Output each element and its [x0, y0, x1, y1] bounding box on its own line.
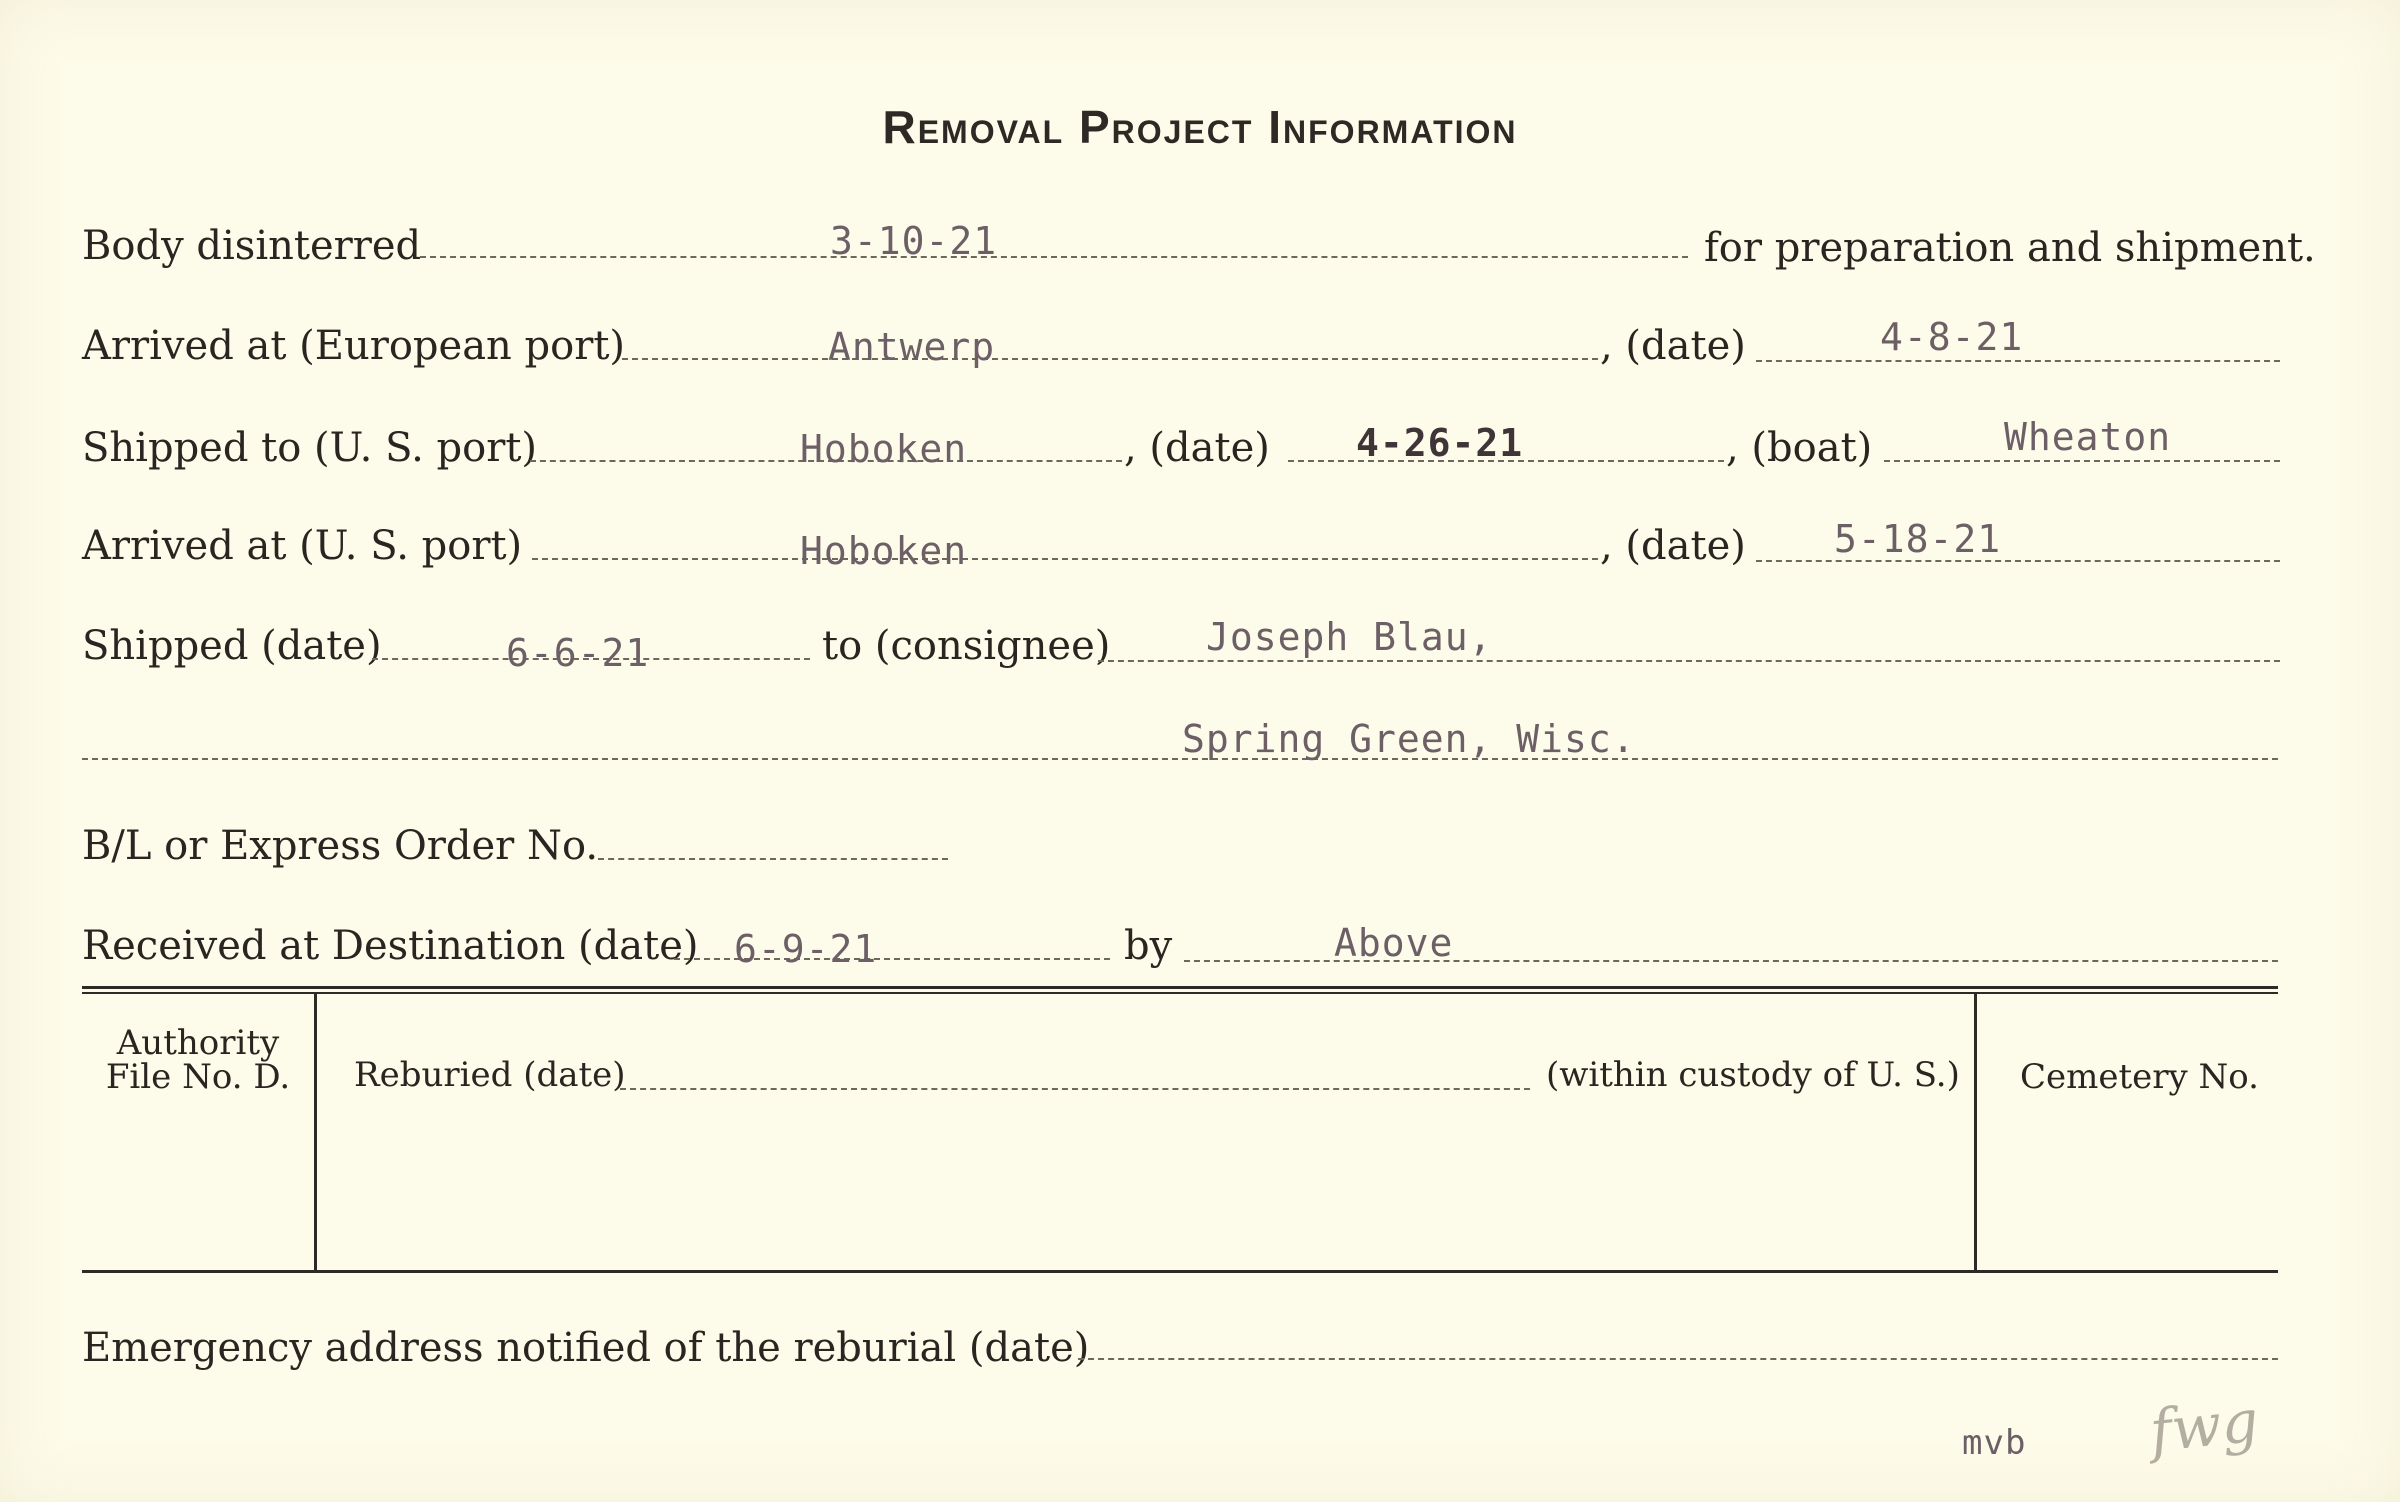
shipped-date-value: 6-6-21	[506, 631, 650, 675]
pencil-mark: fwg	[2146, 1386, 2262, 1466]
table-right-divider	[1974, 994, 1977, 1270]
consignee-label: to (consignee)	[822, 623, 1111, 669]
shipped-date-label: Shipped (date)	[82, 623, 382, 669]
arrived-us-line	[532, 558, 1598, 560]
consignee-address-line	[82, 758, 2278, 760]
arrived-european-date-line	[1756, 360, 2280, 362]
bl-order-line	[598, 858, 948, 860]
received-date-value: 6-9-21	[734, 927, 878, 971]
shipped-to-us-date-value: 4-26-21	[1356, 421, 1524, 465]
boat-line	[1884, 460, 2280, 462]
boat-label: , (boat)	[1726, 425, 1873, 471]
consignee-line	[1098, 660, 2280, 662]
arrived-us-date-value: 5-18-21	[1834, 517, 2002, 561]
us-port-value: Hoboken	[800, 427, 968, 471]
received-by-label: by	[1124, 923, 1173, 969]
body-disinterred-line	[420, 256, 1688, 258]
body-disinterred-value: 3-10-21	[830, 219, 998, 263]
consignee-address-value: Spring Green, Wisc.	[1182, 717, 1636, 761]
boat-value: Wheaton	[2004, 415, 2172, 459]
table-top-rule-double	[82, 992, 2278, 994]
custody-label: (within custody of U. S.)	[1546, 1055, 1960, 1095]
emergency-label: Emergency address notified of the reburial (date)	[82, 1325, 1090, 1371]
table-bottom-rule	[82, 1270, 2278, 1273]
european-port-value: Antwerp	[828, 325, 996, 369]
body-disinterred-label: Body disinterred	[82, 223, 422, 269]
arrived-european-label: Arrived at (European port)	[82, 323, 626, 369]
arrived-european-date-label: , (date)	[1600, 323, 1746, 369]
arrived-european-date-value: 4-8-21	[1880, 315, 2024, 359]
received-label: Received at Destination (date)	[82, 923, 699, 969]
reburied-line	[620, 1088, 1530, 1090]
shipped-to-us-date-label: , (date)	[1124, 425, 1270, 471]
arrived-us-port-value: Hoboken	[800, 529, 968, 573]
table-left-divider	[314, 994, 317, 1270]
arrived-us-label: Arrived at (U. S. port)	[82, 523, 523, 569]
initials: mvb	[1962, 1423, 2027, 1463]
arrived-european-line	[622, 358, 1598, 360]
table-top-rule	[82, 986, 2278, 989]
authority-label: Authority	[116, 1023, 280, 1063]
file-no-label: File No. D.	[105, 1057, 291, 1097]
consignee-value: Joseph Blau,	[1206, 615, 1493, 659]
emergency-line	[1078, 1358, 2278, 1360]
card-title: Removal Project Information	[882, 101, 1518, 153]
reburied-label: Reburied (date)	[354, 1055, 626, 1095]
arrived-us-date-label: , (date)	[1600, 523, 1746, 569]
preparation-suffix-label: for preparation and shipment.	[1704, 225, 2316, 271]
bl-order-label: B/L or Express Order No.	[82, 823, 599, 869]
shipped-to-us-label: Shipped to (U. S. port)	[82, 425, 537, 471]
received-by-value: Above	[1334, 921, 1454, 965]
cemetery-label: Cemetery No.	[2020, 1057, 2259, 1097]
